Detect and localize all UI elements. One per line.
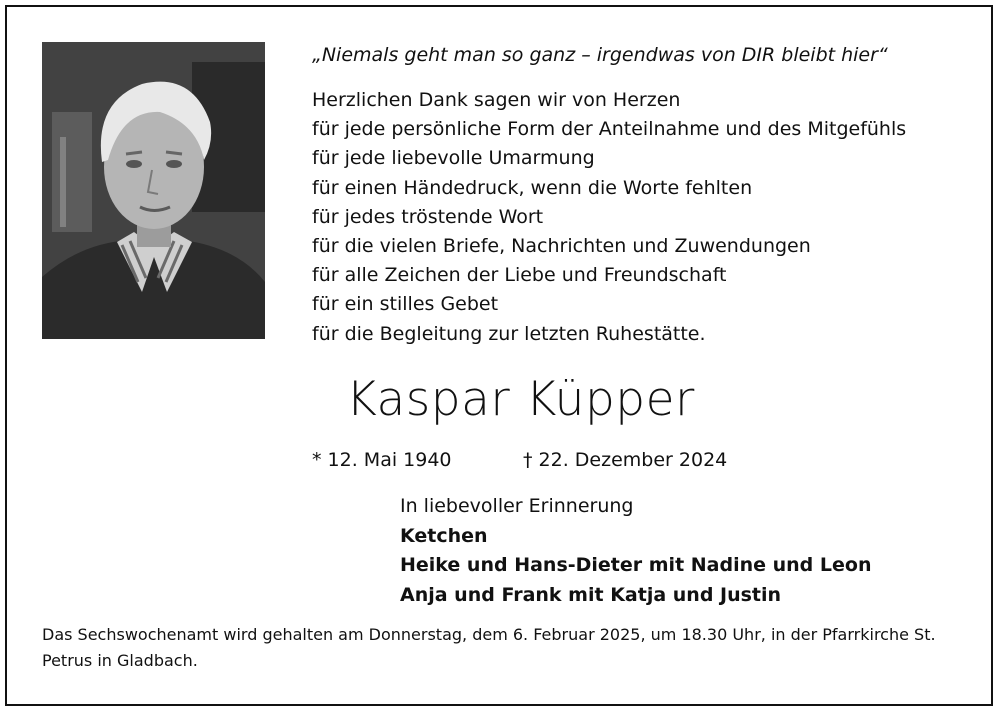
- birth-date: * 12. Mai 1940: [312, 449, 452, 471]
- deceased-name: Kaspar Küpper: [346, 372, 695, 427]
- portrait-photo: [42, 42, 265, 339]
- death-date: † 22. Dezember 2024: [523, 449, 728, 471]
- thanks-line: Herzlichen Dank sagen wir von Herzen: [312, 89, 681, 111]
- thanks-line: für jede liebevolle Umarmung: [312, 147, 595, 170]
- thanks-line: für jede persönliche Form der Anteilnahme und des Mitgefühls: [312, 118, 907, 141]
- thanks-line: für alle Zeichen der Liebe und Freundschaft: [312, 264, 727, 287]
- mourner-line: Heike und Hans-Dieter mit Nadine und Leon: [400, 554, 872, 576]
- thanks-line: für die vielen Briefe, Nachrichten und Zuwendungen: [312, 235, 811, 258]
- thanks-line: für jedes tröstende Wort: [312, 205, 544, 228]
- thanks-line: für einen Händedruck, wenn die Worte fehlten: [312, 176, 753, 199]
- memory-intro: In liebevoller Erinnerung: [400, 495, 634, 517]
- mourners-list: [400, 522, 871, 611]
- thanks-line: für die Begleitung zur letzten Ruhestätte.: [312, 322, 706, 345]
- memory-block: [400, 492, 871, 610]
- quote: „Niemals geht man so ganz – irgendwas von DIR bleibt hier“: [312, 44, 888, 66]
- thanks-text: [312, 86, 972, 349]
- mass-notice: Das Sechswochenamt wird gehalten am Donnerstag, dem 6. Februar 2025, um 18.30 Uhr, in der Pfarrkirche St. Petrus in Gladbach.: [42, 625, 936, 670]
- thanks-line: für ein stilles Gebet: [312, 293, 499, 316]
- mourner-line: Anja und Frank mit Katja und Justin: [400, 583, 782, 606]
- mourner-line: Ketchen: [400, 524, 488, 547]
